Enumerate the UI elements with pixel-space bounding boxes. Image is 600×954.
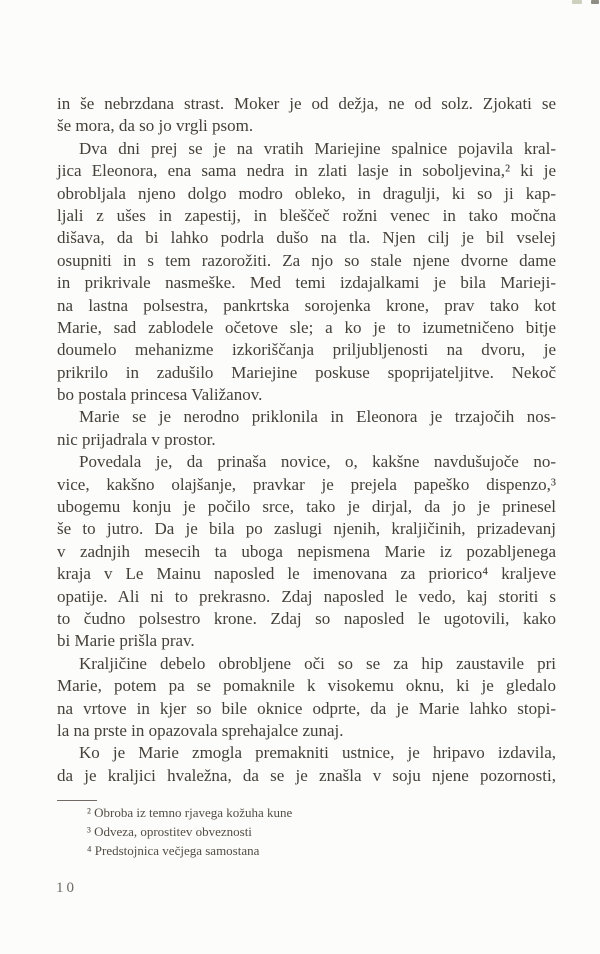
- text-line: bo postala princesa Valižanov.: [57, 385, 263, 405]
- scan-speck: [591, 0, 599, 4]
- text-line: Povedala je, da prinaša novice, o, kakšne navdušujoče no-: [79, 452, 556, 472]
- page-top-edge-artifact: [0, 0, 600, 3]
- text-line: la na prste in opazovala sprehajalce zunaj.: [57, 720, 344, 740]
- footnotes: [57, 804, 556, 860]
- text-line: na lastna polsestra, pankrtska sorojenka krone, prav tako kot: [57, 295, 556, 315]
- page-body-text: [57, 93, 556, 787]
- text-line: doumelo mehanizme izkoriščanja priljubljenosti na dvoru, je: [57, 340, 556, 360]
- footnote: ³ Odveza, oprostitev obveznosti: [87, 823, 252, 839]
- text-line: kraja v Le Mainu naposled le imenovana za priorico⁴ kraljeve: [57, 564, 556, 584]
- text-line: Kraljičine debelo obrobljene oči so se za hip zaustavile pri: [79, 653, 556, 673]
- text-line: da je kraljici hvaležna, da se je znašla v soju njene pozornosti,: [57, 765, 556, 785]
- text-line: Marie, sad zablodele očetove sle; a ko je to izumetničeno bitje: [57, 317, 556, 337]
- text-line: ubogemu konju je počilo srce, tako je dirjal, da jo je prinesel: [57, 497, 556, 517]
- text-line: obrobljala njeno dolgo modro obleko, in dragulji, ki so ji kap-: [57, 183, 556, 203]
- text-line: v zadnjih mesecih ta uboga nepismena Marie iz pozabljenega: [57, 541, 556, 561]
- text-line: osupniti in s tem razorožiti. Za njo so stale njene dvorne dame: [57, 250, 556, 270]
- text-line: nic prijadrala v prostor.: [57, 429, 216, 449]
- text-line: in še nebrzdana strast. Moker je od dežja, ne od solz. Zjokati se: [57, 94, 556, 113]
- text-line: na vrtove in kjer so bile oknice odprte, da je Marie lahko stopi-: [57, 698, 556, 718]
- text-line: vice, kakšno olajšanje, pravkar je prejela papeško dispenzo,³: [57, 474, 556, 494]
- text-line: ljali z ušes in zapestij, in bleščeč rožni venec in tako močna: [57, 205, 556, 225]
- text-line: Dva dni prej se je na vratih Mariejine spalnice pojavila kral-: [79, 138, 556, 158]
- text-line: opatije. Ali ni to prekrasno. Zdaj naposled le vedo, kaj storiti s: [57, 586, 556, 606]
- footnote: ² Obroba iz temno rjavega kožuha kune: [87, 805, 293, 820]
- text-line: bi Marie prišla prav.: [57, 631, 195, 651]
- text-line: dišava, da bi lahko podrla dušo na tla. Njen cilj je bil vselej: [57, 228, 556, 248]
- text-line: Marie, potem pa se pomaknile k visokemu oknu, ki je gledalo: [57, 676, 556, 696]
- text-line: in prikrivale nasmeške. Med temi izdajalkami je bila Marieji-: [57, 273, 556, 293]
- page-number: 10: [56, 880, 77, 896]
- text-line: še to jutro. Da je bila po zaslugi njenih, kraljičinih, prizadevanj: [57, 519, 556, 539]
- text-line: Marie se je nerodno priklonila in Eleonora je trzajočih nos-: [79, 407, 556, 427]
- text-line: jica Eleonora, ena sama nedra in zlati lasje in soboljevina,² ki je: [57, 161, 556, 181]
- text-line: še mora, da so jo vrgli psom.: [57, 116, 254, 136]
- footnote-separator-rule: [57, 800, 97, 801]
- scan-speck: [572, 0, 582, 4]
- text-line: to čudno polsestro krone. Zdaj so naposled le ugotovili, kako: [57, 608, 556, 628]
- footnote: ⁴ Predstojnica večjega samostana: [87, 842, 260, 858]
- text-line: prikrilo in zadušilo Mariejine poskuse spoprijateljitve. Nekoč: [57, 362, 556, 382]
- text-line: Ko je Marie zmogla premakniti ustnice, je hripavo izdavila,: [79, 743, 556, 763]
